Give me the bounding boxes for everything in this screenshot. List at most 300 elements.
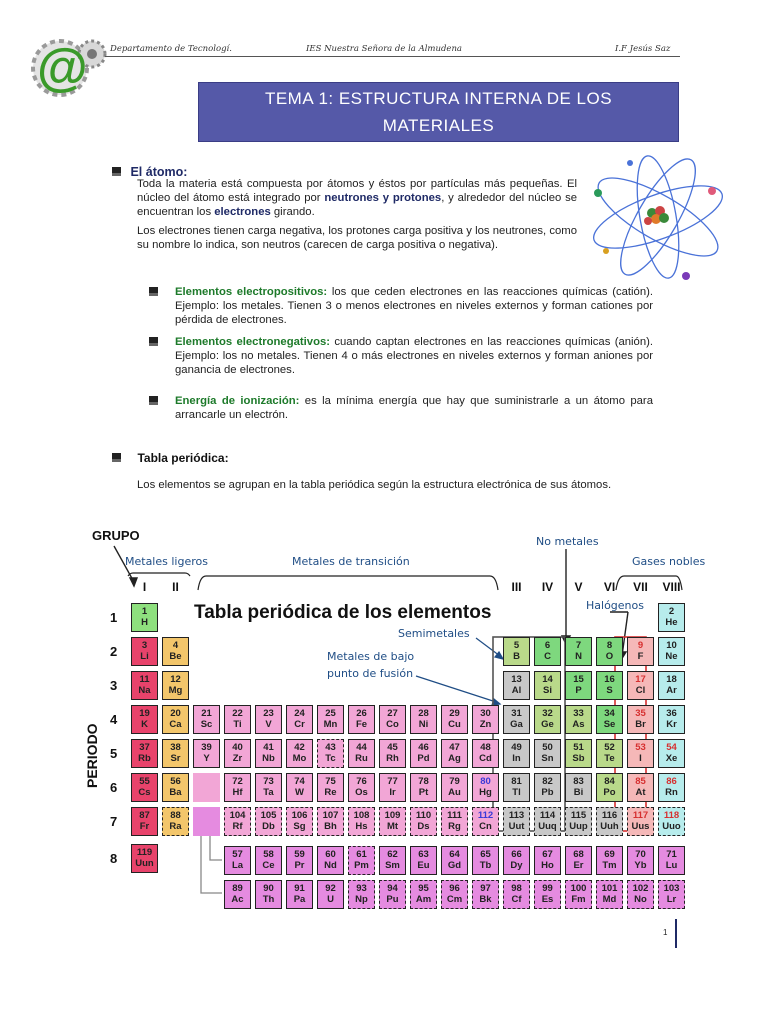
element-symbol: No <box>634 893 647 905</box>
element-symbol: Pt <box>418 786 429 798</box>
element-cell <box>286 773 313 802</box>
element-symbol: N <box>575 650 582 662</box>
atomic-number: 19 <box>139 708 150 719</box>
element-symbol: Ge <box>541 718 554 730</box>
element-cell <box>193 705 220 734</box>
element-cell <box>255 846 282 875</box>
atomic-number: 31 <box>511 708 522 719</box>
group-header: VIII <box>662 580 681 594</box>
atomic-number: 106 <box>291 810 308 821</box>
element-cell <box>255 705 282 734</box>
element-cell <box>348 807 375 836</box>
element-symbol: Cm <box>446 893 463 905</box>
element-symbol: F <box>637 650 644 662</box>
atomo-text-c: , y alrededor del núcleo se encuentran los <box>137 192 577 219</box>
element-symbol: Rh <box>386 752 399 764</box>
element-cell <box>379 880 406 909</box>
element-symbol: Eu <box>417 859 430 871</box>
atomic-number: 52 <box>604 742 615 753</box>
term-ionizacion: Energía de ionización: <box>175 395 300 407</box>
atomic-number: 48 <box>480 742 491 753</box>
element-cell <box>131 603 158 632</box>
element-symbol: Db <box>262 820 275 832</box>
element-symbol: Rn <box>665 786 678 798</box>
element-symbol: Mn <box>323 718 338 730</box>
element-symbol: Pm <box>354 859 369 871</box>
atomic-number: 88 <box>170 810 181 821</box>
element-symbol: Hf <box>232 786 243 798</box>
element-symbol: Pu <box>386 893 399 905</box>
element-symbol: Fe <box>355 718 368 730</box>
element-cell <box>131 637 158 666</box>
element-cell <box>317 705 344 734</box>
tabla-title: Tabla periódica: <box>137 451 229 465</box>
atomic-number: 7 <box>575 640 582 651</box>
atomic-number: 34 <box>604 708 615 719</box>
def-ionizacion: es la mínima energía que hay que suministrarle a un átomo para arrancarle un electrón. <box>175 395 653 422</box>
element-cell <box>534 773 561 802</box>
atomic-number: 58 <box>263 849 274 860</box>
element-cell <box>503 846 530 875</box>
atomic-number: 100 <box>570 883 587 894</box>
atomic-number: 25 <box>325 708 336 719</box>
element-cell <box>534 846 561 875</box>
atomic-number: 11 <box>139 674 150 685</box>
element-cell <box>379 846 406 875</box>
element-symbol: Th <box>262 893 275 905</box>
element-symbol: Na <box>138 684 151 696</box>
element-symbol: Uup <box>569 820 588 832</box>
element-cell <box>534 880 561 909</box>
element-symbol: Uun <box>135 857 154 869</box>
element-symbol: Ga <box>510 718 523 730</box>
group-header: II <box>172 580 179 594</box>
metales-transicion-label: Metales de transición <box>292 555 410 568</box>
atomo-paragraph-2: Los electrones tienen carga negativa, los protones carga positiva y los neutrones, como su nombre lo indica, son neutros (carecen de carga positiva o negativa). <box>137 225 577 252</box>
element-cell <box>503 739 530 768</box>
atomic-number: 68 <box>573 849 584 860</box>
element-symbol: Nd <box>324 859 337 871</box>
atomic-number: 82 <box>542 776 553 787</box>
element-cell <box>658 880 685 909</box>
element-symbol: Uuh <box>600 820 619 832</box>
element-cell <box>565 671 592 700</box>
element-symbol: Ce <box>262 859 275 871</box>
atomic-number: 10 <box>666 640 677 651</box>
element-cell <box>658 846 685 875</box>
at-symbol: @ <box>37 39 88 97</box>
atomic-number: 28 <box>418 708 429 719</box>
element-cell <box>317 846 344 875</box>
atomic-number: 96 <box>449 883 460 894</box>
element-cell <box>131 844 158 873</box>
element-symbol: Mt <box>386 820 399 832</box>
element-symbol: Dy <box>510 859 523 871</box>
atomic-number: 118 <box>663 810 680 821</box>
element-symbol: Fm <box>571 893 586 905</box>
atomic-number: 53 <box>635 742 646 753</box>
grupo-label: GRUPO <box>92 528 140 543</box>
atomic-number: 99 <box>542 883 553 894</box>
element-cell <box>627 773 654 802</box>
element-cell <box>379 739 406 768</box>
atomic-number: 84 <box>604 776 615 787</box>
element-cell <box>658 773 685 802</box>
element-cell <box>317 773 344 802</box>
period-number: 7 <box>110 814 118 829</box>
tabla-paragraph: Los elementos se agrupan en la tabla periódica según la estructura electrónica de sus átomos. <box>137 479 612 491</box>
element-symbol: Pd <box>417 752 430 764</box>
element-cell <box>565 637 592 666</box>
element-symbol: Zr <box>232 752 243 764</box>
element-cell <box>441 773 468 802</box>
header-left: Departamento de Tecnologí. <box>110 44 232 54</box>
atomic-number: 63 <box>418 849 429 860</box>
atomic-number: 15 <box>573 674 584 685</box>
period-number: 6 <box>110 780 118 795</box>
placeholder-cell <box>193 773 220 802</box>
element-symbol: Sn <box>541 752 554 764</box>
atomic-number: 23 <box>263 708 274 719</box>
title-line-1: TEMA 1: ESTRUCTURA INTERNA DE LOS <box>264 89 613 108</box>
element-symbol: Br <box>635 718 646 730</box>
element-symbol: Lu <box>665 859 678 871</box>
element-cell <box>503 705 530 734</box>
element-cell <box>503 773 530 802</box>
atomic-number: 8 <box>606 640 613 651</box>
element-cell <box>658 705 685 734</box>
element-symbol: W <box>295 786 304 798</box>
element-symbol: U <box>327 893 334 905</box>
atomic-number: 75 <box>325 776 336 787</box>
element-cell <box>565 846 592 875</box>
element-cell <box>379 705 406 734</box>
atomic-number: 45 <box>387 742 398 753</box>
title-line-2: MATERIALES <box>382 116 495 135</box>
element-cell <box>131 739 158 768</box>
element-symbol: Tl <box>512 786 521 798</box>
atomic-number: 61 <box>356 849 367 860</box>
atomic-number: 72 <box>232 776 243 787</box>
element-cell <box>503 671 530 700</box>
atomic-number: 33 <box>573 708 584 719</box>
element-cell <box>410 739 437 768</box>
atomic-number: 110 <box>415 810 432 821</box>
atomic-number: 36 <box>666 708 677 719</box>
atomic-number: 67 <box>542 849 553 860</box>
element-cell <box>348 739 375 768</box>
atomic-number: 107 <box>322 810 339 821</box>
atomo-text-a: Toda la materia está compuesta por átomos y éstos por partículas más pequeñas. El núcleo del átomo está integrado por <box>137 178 577 205</box>
element-cell <box>131 705 158 734</box>
element-cell <box>627 705 654 734</box>
element-symbol: Tb <box>479 859 492 871</box>
atomic-number: 116 <box>601 810 618 821</box>
group-header: III <box>511 580 522 594</box>
element-symbol: Gd <box>447 859 462 871</box>
element-symbol: Tm <box>602 859 617 871</box>
atomic-number: 81 <box>511 776 522 787</box>
atomic-number: 117 <box>632 810 649 821</box>
table-title: Tabla periódica de los elementos <box>194 602 492 623</box>
element-symbol: Uuq <box>538 820 557 832</box>
element-symbol: Fr <box>139 820 150 832</box>
element-cell <box>658 603 685 632</box>
gases-nobles-label: Gases nobles <box>632 555 706 568</box>
element-symbol: Bk <box>479 893 492 905</box>
atomic-number: 114 <box>539 810 556 821</box>
element-symbol: Si <box>543 684 552 696</box>
atomic-number: 112 <box>477 810 494 821</box>
element-cell <box>441 739 468 768</box>
element-cell <box>410 773 437 802</box>
element-cell <box>162 807 189 836</box>
element-cell <box>503 807 530 836</box>
atomic-number: 51 <box>573 742 584 753</box>
atomic-number: 76 <box>356 776 367 787</box>
halogenos-label: Halógenos <box>586 599 644 612</box>
atomic-number: 38 <box>170 742 181 753</box>
element-symbol: Ta <box>263 786 274 798</box>
atomic-number: 16 <box>604 674 615 685</box>
element-cell <box>441 807 468 836</box>
atomic-number: 27 <box>387 708 398 719</box>
atomic-number: 91 <box>294 883 305 894</box>
header-right: I.F Jesús Saz <box>615 44 671 54</box>
element-cell <box>410 705 437 734</box>
element-symbol: Cr <box>294 718 305 730</box>
element-cell <box>379 807 406 836</box>
element-cell <box>627 880 654 909</box>
atomic-number: 3 <box>141 640 148 651</box>
atomic-number: 21 <box>201 708 212 719</box>
element-symbol: I <box>639 752 642 764</box>
atomic-number: 102 <box>632 883 649 894</box>
atomic-number: 77 <box>387 776 398 787</box>
element-cell <box>596 846 623 875</box>
element-symbol: O <box>605 650 614 662</box>
element-symbol: Uuo <box>662 820 681 832</box>
element-cell <box>503 637 530 666</box>
element-cell <box>472 773 499 802</box>
atomic-number: 4 <box>172 640 179 651</box>
atomic-number: 79 <box>449 776 460 787</box>
atomic-number: 43 <box>325 742 336 753</box>
element-symbol: As <box>572 718 585 730</box>
element-cell <box>596 807 623 836</box>
no-metales-label: No metales <box>536 535 599 548</box>
element-cell <box>534 705 561 734</box>
atomic-number: 32 <box>542 708 553 719</box>
element-symbol: At <box>635 786 646 798</box>
element-symbol: Bi <box>573 786 584 798</box>
atomic-number: 50 <box>542 742 553 753</box>
element-cell <box>627 739 654 768</box>
element-symbol: Ac <box>231 893 244 905</box>
element-cell <box>255 880 282 909</box>
element-cell <box>317 880 344 909</box>
atomo-title: El átomo: <box>130 165 188 179</box>
atomic-number: 85 <box>635 776 646 787</box>
element-symbol: Y <box>203 752 210 764</box>
element-symbol: Rg <box>448 820 461 832</box>
atomo-text-d: electrones <box>214 206 271 219</box>
element-cell <box>224 773 251 802</box>
atomic-number: 56 <box>170 776 181 787</box>
element-symbol: Ne <box>665 650 678 662</box>
element-cell <box>286 807 313 836</box>
element-symbol: He <box>665 616 678 628</box>
atomic-number: 42 <box>294 742 305 753</box>
element-cell <box>255 773 282 802</box>
element-symbol: Cf <box>511 893 522 905</box>
atomic-number: 103 <box>663 883 680 894</box>
element-symbol: Co <box>386 718 399 730</box>
element-symbol: Ir <box>389 786 396 798</box>
element-symbol: Li <box>140 650 149 662</box>
atomic-number: 26 <box>356 708 367 719</box>
atomic-number: 39 <box>201 742 212 753</box>
element-cell <box>627 671 654 700</box>
element-symbol: Ho <box>541 859 554 871</box>
atomic-number: 109 <box>384 810 401 821</box>
element-symbol: Np <box>355 893 368 905</box>
atomic-number: 108 <box>353 810 370 821</box>
element-symbol: Cu <box>448 718 461 730</box>
element-cell <box>534 637 561 666</box>
element-symbol: In <box>512 752 521 764</box>
element-symbol: Po <box>603 786 616 798</box>
element-cell <box>224 739 251 768</box>
atomic-number: 101 <box>601 883 618 894</box>
element-cell <box>472 846 499 875</box>
element-symbol: Uut <box>508 820 525 832</box>
element-cell <box>348 705 375 734</box>
element-symbol: Be <box>169 650 182 662</box>
atomic-number: 2 <box>668 606 675 617</box>
element-cell <box>255 807 282 836</box>
atomic-number: 119 <box>136 847 153 858</box>
atomic-number: 113 <box>508 810 525 821</box>
atomic-number: 46 <box>418 742 429 753</box>
atomic-number: 20 <box>170 708 181 719</box>
footer-page: 1 <box>663 928 668 937</box>
element-cell <box>348 846 375 875</box>
element-cell <box>441 705 468 734</box>
element-symbol: Os <box>355 786 368 798</box>
element-cell <box>162 637 189 666</box>
element-cell <box>224 807 251 836</box>
metales-ligeros-label: Metales ligeros <box>125 555 208 568</box>
element-cell <box>162 705 189 734</box>
element-symbol: Cd <box>479 752 492 764</box>
atomic-number: 86 <box>666 776 677 787</box>
atomic-number: 66 <box>511 849 522 860</box>
element-cell <box>596 671 623 700</box>
element-symbol: Zn <box>479 718 492 730</box>
group-header: VI <box>603 580 616 594</box>
element-cell <box>131 807 158 836</box>
element-cell <box>162 739 189 768</box>
atomic-number: 59 <box>294 849 305 860</box>
period-number: 4 <box>110 712 118 727</box>
element-symbol: Am <box>415 893 432 905</box>
def-electronegativos: cuando captan electrones en las reacciones químicas (anión). Ejemplo: los no metales. Tienen 4 o más electrones en niveles externos y forman aniones por ganancia de electrones. <box>175 336 653 377</box>
atomic-number: 70 <box>635 849 646 860</box>
element-symbol: La <box>231 859 244 871</box>
atomic-number: 92 <box>325 883 336 894</box>
element-symbol: Lr <box>666 893 677 905</box>
element-symbol: Yb <box>634 859 647 871</box>
element-cell <box>565 773 592 802</box>
periodo-label: PERIODO <box>84 723 100 788</box>
element-cell <box>286 880 313 909</box>
bajo-fusion-label-1: Metales de bajo <box>327 650 415 663</box>
element-cell <box>534 807 561 836</box>
atomic-number: 35 <box>635 708 646 719</box>
element-symbol: Xe <box>665 752 678 764</box>
atomic-number: 115 <box>570 810 587 821</box>
element-symbol: Pr <box>294 859 305 871</box>
element-symbol: Md <box>602 893 617 905</box>
element-cell <box>596 637 623 666</box>
element-cell <box>348 773 375 802</box>
element-cell <box>286 846 313 875</box>
element-symbol: Rb <box>138 752 151 764</box>
element-cell <box>162 671 189 700</box>
atomic-number: 49 <box>511 742 522 753</box>
element-symbol: Au <box>448 786 461 798</box>
atomic-number: 30 <box>480 708 491 719</box>
element-symbol: Ar <box>666 684 677 696</box>
element-cell <box>658 807 685 836</box>
element-cell <box>317 739 344 768</box>
atomic-number: 12 <box>170 674 181 685</box>
atomic-number: 93 <box>356 883 367 894</box>
atomic-number: 98 <box>511 883 522 894</box>
atomic-number: 89 <box>232 883 243 894</box>
element-cell <box>441 846 468 875</box>
element-symbol: H <box>141 616 148 628</box>
element-cell <box>410 807 437 836</box>
element-symbol: Ra <box>169 820 182 832</box>
atomic-number: 29 <box>449 708 460 719</box>
atomic-number: 62 <box>387 849 398 860</box>
atomo-text-b: neutrones y protones <box>324 192 442 205</box>
atomic-number: 54 <box>666 742 677 753</box>
period-number: 1 <box>110 610 118 625</box>
element-symbol: V <box>265 718 272 730</box>
group-header: IV <box>541 580 554 594</box>
element-symbol: Tc <box>325 752 336 764</box>
element-cell <box>224 705 251 734</box>
element-cell <box>596 739 623 768</box>
element-cell <box>472 880 499 909</box>
element-symbol: Ru <box>355 752 368 764</box>
term-electronegativos: Elementos electronegativos: <box>175 336 331 348</box>
atomic-number: 37 <box>139 742 150 753</box>
element-symbol: Se <box>603 718 616 730</box>
def-electropositivos: los que ceden electrones en las reacciones químicas (catión). Ejemplo: los metales. Tienen 3 o menos electrones en niveles externos y forman cationes por pérdida de electrones. <box>175 286 654 327</box>
header-center: IES Nuestra Señora de la Almudena <box>306 44 462 54</box>
element-symbol: Sb <box>572 752 585 764</box>
atomic-number: 97 <box>480 883 491 894</box>
element-symbol: Re <box>324 786 337 798</box>
atomic-number: 24 <box>294 708 305 719</box>
atomic-number: 41 <box>263 742 274 753</box>
atomic-number: 55 <box>139 776 150 787</box>
element-cell <box>658 637 685 666</box>
